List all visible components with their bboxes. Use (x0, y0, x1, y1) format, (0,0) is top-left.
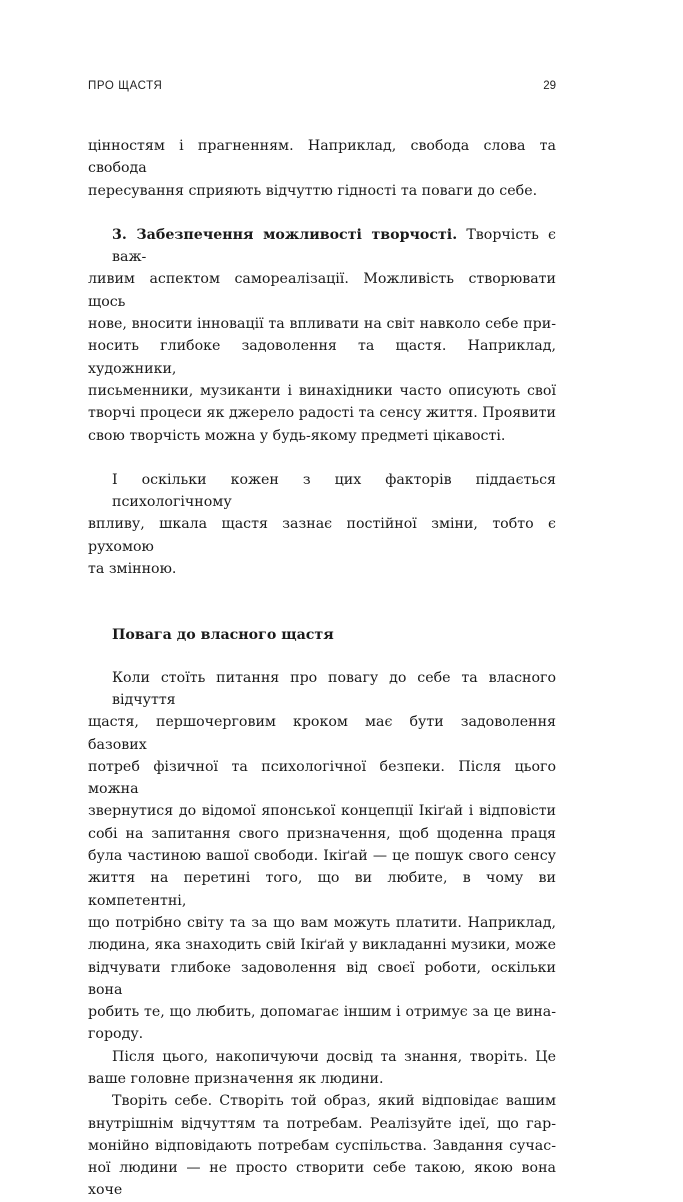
text-line: творчі процеси як джерело радості та сенсу життя. Проявити (88, 405, 556, 422)
text-line (88, 224, 556, 269)
page-number: 29 (543, 80, 556, 92)
text-line: звернутися до відомої японської концепції Ікіґай і відповісти (88, 803, 556, 820)
text-line: письменники, музиканти і винахідники часто описують свої (88, 382, 556, 399)
text-line: Після цього, накопичуючи досвід та знання, творіть. Це (112, 1048, 556, 1065)
text-line: людина, яка знаходить свій Ікіґай у викладанні музики, може (88, 937, 556, 954)
text-line: ної людини — не просто створити себе такою, якою вона хоче (88, 1160, 556, 1199)
text-line: цінностям і прагненням. Наприклад, свобода слова та свобода (88, 138, 556, 177)
paragraph-create (88, 1046, 556, 1091)
paragraph-create-yourself (88, 1090, 556, 1201)
paragraph-factors (88, 469, 556, 580)
text-line: життя на перетині того, що ви любите, в чому ви компетентні, (88, 870, 556, 909)
text-line: пересування сприяють відчуттю гідності та поваги до себе. (88, 182, 538, 199)
paragraph-self-respect (88, 667, 556, 1046)
text-line: робить те, що любить, допомагає іншим і отримує за це вина- (88, 1004, 556, 1021)
text-line: ливим аспектом самореалізації. Можливість створювати щось (88, 271, 556, 310)
text-line: була частиною вашої свободи. Ікіґай — це пошук свого сенсу (88, 848, 556, 865)
text-line: потреб фізичної та психологічної безпеки. Після цього можна (88, 758, 556, 798)
running-head (88, 80, 556, 94)
text-line: впливу, шкала щастя зазнає постійної зміни, тобто є рухомою (88, 516, 556, 555)
text-line: внутрішнім відчуттям та потребам. Реалізуйте ідеї, що гар- (88, 1115, 556, 1132)
text-line: городу. (88, 1026, 144, 1043)
text-line: Коли стоїть питання про повагу до себе та власного відчуття (112, 669, 556, 708)
running-head-title: ПРО ЩАСТЯ (88, 80, 163, 92)
paragraph-lead: 3. Забезпечення можливості творчості. (112, 226, 458, 243)
text-line: ваше головне призначення як людини. (88, 1070, 384, 1087)
text-line: нове, вносити інновації та впливати на світ навколо себе при- (88, 316, 556, 333)
text-line: свою творчість можна у будь-якому предметі цікавості. (88, 427, 506, 444)
text-line: носить глибоке задоволення та щастя. Наприклад, художники, (88, 338, 556, 377)
text-line: монійно відповідають потребам суспільства. Завдання сучас- (88, 1137, 556, 1154)
text-fragment: Творчість є важ- (112, 226, 556, 266)
text-line: Творіть себе. Створіть той образ, який відповідає вашим (112, 1093, 556, 1110)
paragraph-creativity (88, 224, 556, 447)
section-heading: Повага до власного щастя (112, 627, 334, 644)
page-body (88, 135, 556, 1202)
text-line: що потрібно світу та за що вам можуть платити. Наприклад, (88, 914, 556, 931)
text-line: І оскільки кожен з цих факторів піддається психологічному (112, 471, 556, 511)
text-line: собі на запитання свого призначення, щоб щоденна праця (88, 825, 556, 842)
text-line: та змінною. (88, 561, 177, 578)
text-line: щастя, першочерговим кроком має бути задоволення базових (88, 714, 556, 753)
text-line: відчувати глибоке задоволення від своєї роботи, оскільки вона (88, 959, 556, 998)
paragraph-continuation (88, 135, 556, 202)
